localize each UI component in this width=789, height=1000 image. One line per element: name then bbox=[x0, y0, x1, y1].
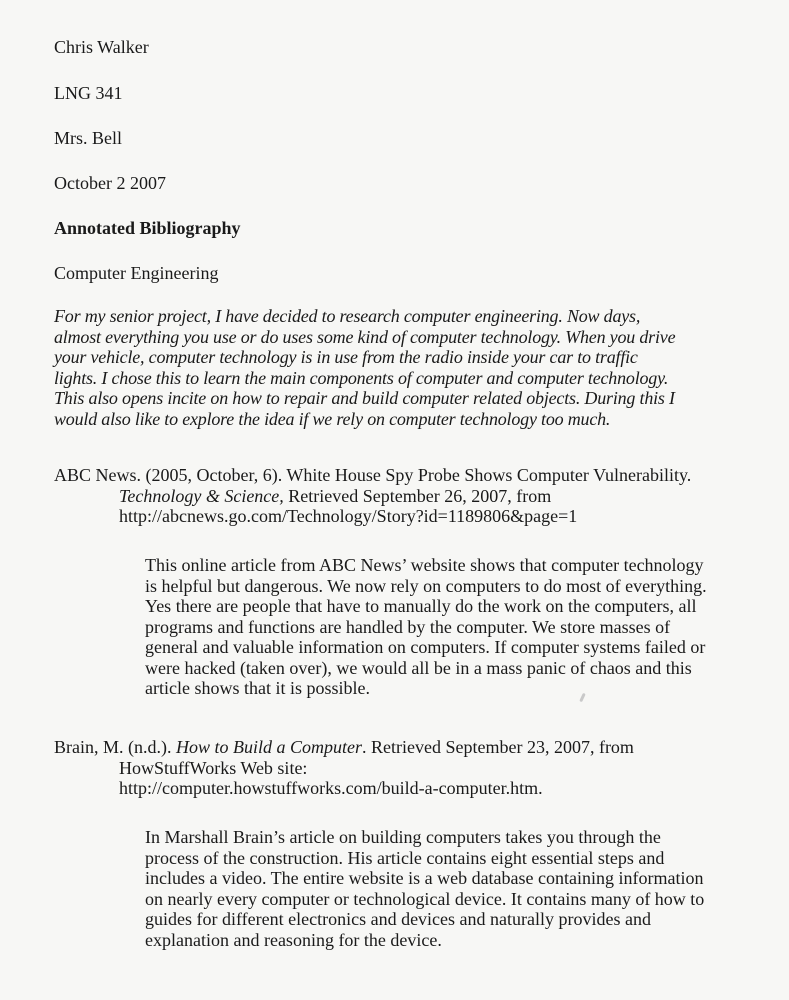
annotation-line: general and valuable information on computers. If computer systems failed or bbox=[145, 637, 706, 657]
retrieval-text: . Retrieved September 23, 2007, from bbox=[362, 737, 634, 757]
annotation-line: is helpful but dangerous. We now rely on computers to do most of everything. bbox=[145, 575, 707, 596]
topic-line: Computer Engineering bbox=[54, 263, 219, 283]
annotation-line: article shows that it is possible. bbox=[145, 678, 370, 698]
intro-line: your vehicle, computer technology is in use from the radio inside your car to traffic bbox=[54, 347, 638, 367]
citation-line bbox=[54, 737, 634, 758]
instructor-name: Mrs. Bell bbox=[54, 128, 123, 148]
annotation-abc-news bbox=[145, 555, 707, 699]
article-title: How to Build a Computer bbox=[175, 737, 362, 757]
source-publication: Technology & Science, bbox=[119, 485, 284, 506]
citation-url: http://computer.howstuffworks.com/build-a-computer.htm. bbox=[119, 778, 543, 798]
author-name: Chris Walker bbox=[54, 37, 149, 57]
annotation-line: Yes there are people that have to manually do the work on the computers, all bbox=[145, 596, 697, 616]
annotation-line: programs and functions are handled by the computer. We store masses of bbox=[145, 616, 671, 637]
annotation-line: includes a video. The entire website is a web database containing information bbox=[145, 868, 704, 888]
citation-brain bbox=[54, 737, 634, 799]
annotation-brain bbox=[145, 827, 704, 950]
annotation-line: on nearly every computer or technological device. It contains many of how to bbox=[145, 888, 705, 909]
citation-abc-news bbox=[54, 465, 691, 527]
intro-line: This also opens incite on how to repair and build computer related objects. During this I bbox=[54, 388, 675, 408]
course-code: LNG 341 bbox=[54, 83, 123, 103]
date-line: October 2 2007 bbox=[54, 173, 166, 193]
annotation-line: This online article from ABC News’ website shows that computer technology bbox=[145, 555, 704, 575]
citation-line bbox=[54, 486, 691, 507]
citation-author: Brain, M. (n.d.). bbox=[54, 737, 176, 757]
annotation-line: were hacked (taken over), we would all be in a mass panic of chaos and this bbox=[145, 657, 692, 678]
intro-line: almost everything you use or do uses some kind of computer technology. When you drive bbox=[54, 326, 676, 347]
retrieval-text: Retrieved September 26, 2007, from bbox=[283, 485, 552, 506]
annotation-line: explanation and reasoning for the device. bbox=[145, 929, 442, 950]
intro-paragraph bbox=[54, 306, 675, 429]
citation-url: http://abcnews.go.com/Technology/Story?id=1189806&page=1 bbox=[119, 506, 578, 526]
document-title: Annotated Bibliography bbox=[54, 218, 241, 238]
annotation-line: process of the construction. His article contains eight essential steps and bbox=[145, 847, 665, 868]
intro-line: lights. I chose this to learn the main components of computer and computer technology. bbox=[54, 367, 669, 388]
citation-line: ABC News. (2005, October, 6). White House Spy Probe Shows Computer Vulnerability. bbox=[54, 465, 692, 485]
annotation-line: guides for different electronics and devices and naturally provides and bbox=[145, 909, 651, 929]
intro-line: would also like to explore the idea if we rely on computer technology too much. bbox=[54, 408, 611, 429]
intro-line: For my senior project, I have decided to research computer engineering. Now days, bbox=[54, 306, 641, 326]
annotation-line: In Marshall Brain’s article on building computers takes you through the bbox=[145, 827, 661, 847]
citation-line: HowStuffWorks Web site: bbox=[119, 757, 308, 778]
